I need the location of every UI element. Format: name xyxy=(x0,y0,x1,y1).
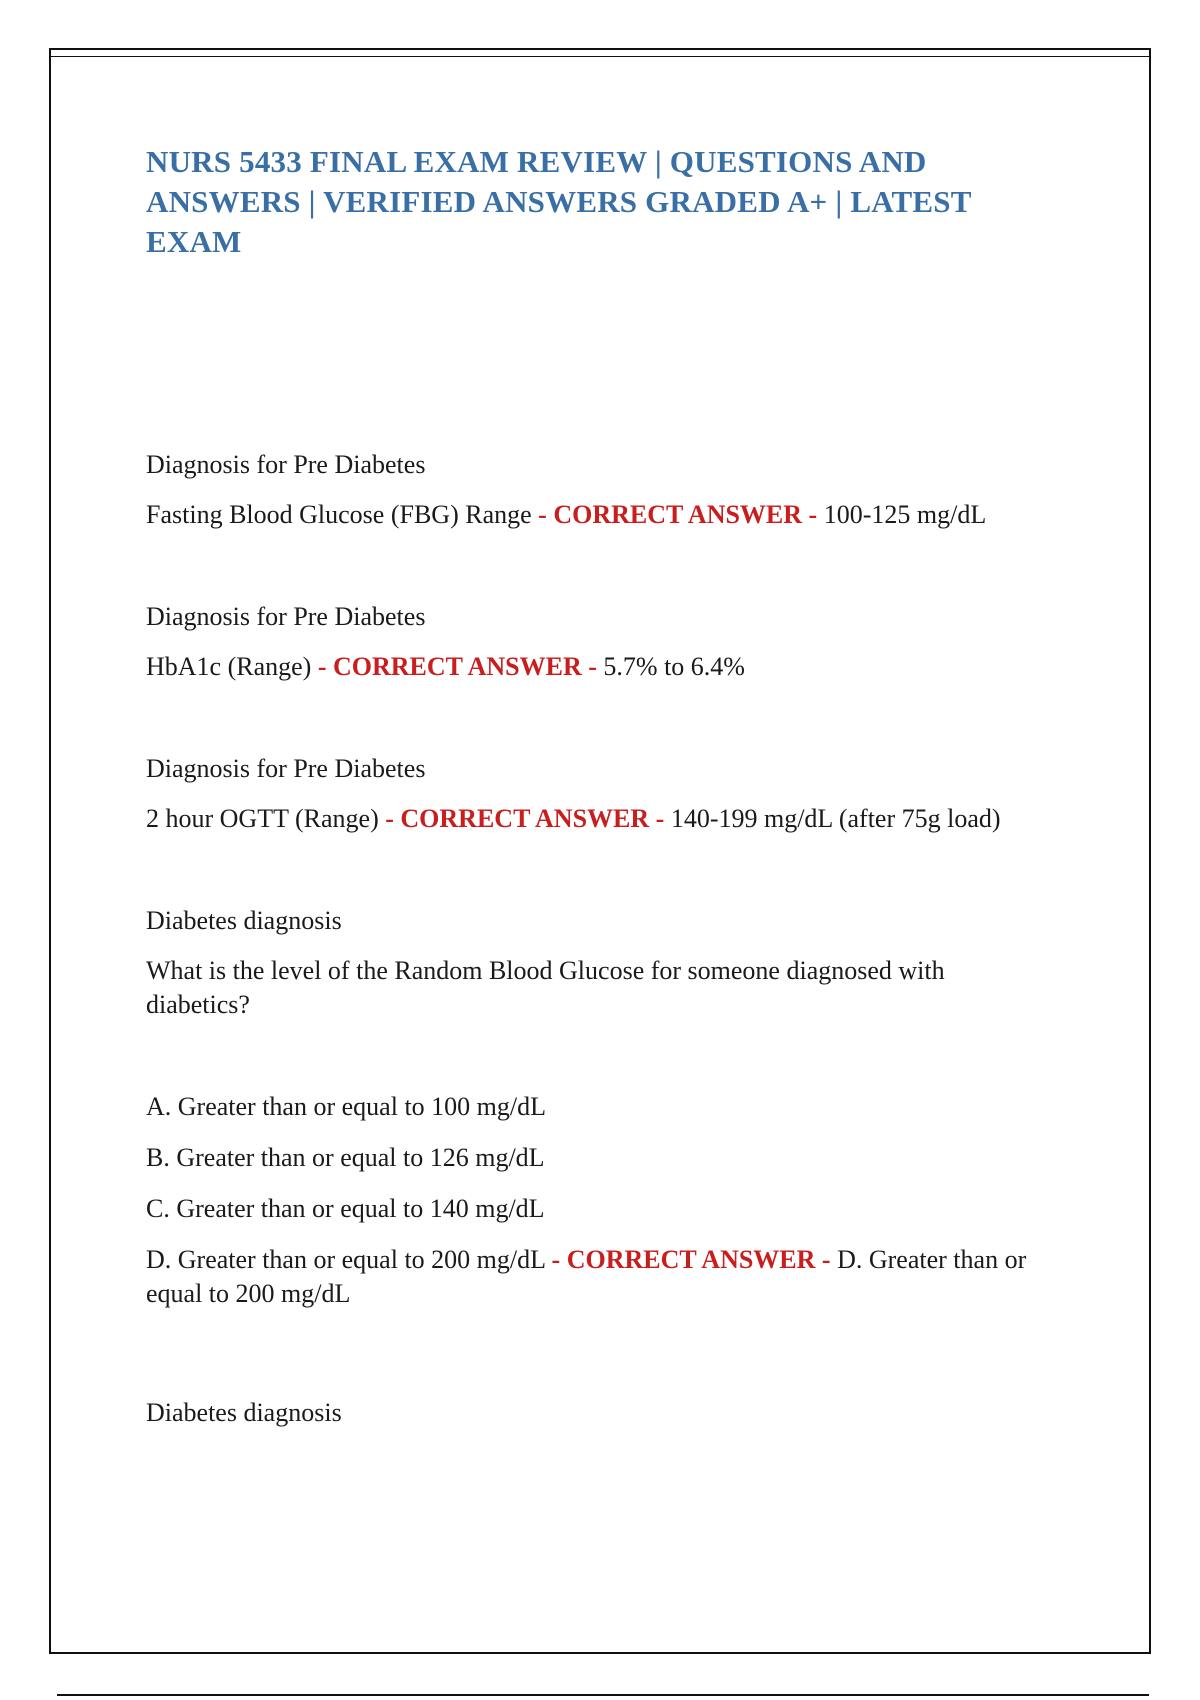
question-topic: Diagnosis for Pre Diabetes xyxy=(146,602,426,631)
spacer xyxy=(146,1328,1046,1396)
answer-option-d-text: D. Greater than or equal to 200 mg/dL xyxy=(146,1245,546,1274)
footer-rule xyxy=(57,1694,1149,1696)
answer-option-d xyxy=(146,1243,1046,1311)
answer-text: 100-125 mg/dL xyxy=(823,500,987,529)
qa-item xyxy=(146,1396,1046,1430)
correct-answer-label: - CORRECT ANSWER - xyxy=(385,804,665,833)
page-border-inner-rule xyxy=(49,56,1151,57)
answer-option-b: B. Greater than or equal to 126 mg/dL xyxy=(146,1143,545,1172)
correct-answer-label: - CORRECT ANSWER - xyxy=(317,652,597,681)
answer-text: 5.7% to 6.4% xyxy=(603,652,745,681)
spacer xyxy=(146,684,1046,752)
spacer xyxy=(146,532,1046,600)
answer-option-a: A. Greater than or equal to 100 mg/dL xyxy=(146,1092,546,1121)
qa-list xyxy=(146,448,1046,1430)
question-topic: Diabetes diagnosis xyxy=(146,1398,342,1427)
question-prompt: What is the level of the Random Blood Glucose for someone diagnosed with diabetics? xyxy=(146,956,945,1019)
qa-item xyxy=(146,752,1046,836)
question-topic: Diagnosis for Pre Diabetes xyxy=(146,450,426,479)
question-prompt: HbA1c (Range) xyxy=(146,652,312,681)
document-title: NURS 5433 FINAL EXAM REVIEW | QUESTIONS AND ANSWERS | VERIFIED ANSWERS GRADED A+ | LATEST EXAM xyxy=(146,144,972,259)
question-line xyxy=(146,802,1046,836)
question-topic: Diagnosis for Pre Diabetes xyxy=(146,754,426,783)
qa-item xyxy=(146,448,1046,532)
question-line xyxy=(146,498,1046,532)
answer-text: D. Greater than or equal to 200 mg/dL xyxy=(146,1245,1027,1308)
question-topic: Diabetes diagnosis xyxy=(146,906,342,935)
document-content xyxy=(146,142,1046,1446)
question-line xyxy=(146,650,1046,684)
answer-options xyxy=(146,1090,1046,1311)
spacer xyxy=(146,836,1046,904)
qa-item xyxy=(146,600,1046,684)
answer-option-c: C. Greater than or equal to 140 mg/dL xyxy=(146,1194,545,1223)
correct-answer-label: - CORRECT ANSWER - xyxy=(538,500,818,529)
qa-item xyxy=(146,904,1046,1311)
question-prompt: Fasting Blood Glucose (FBG) Range xyxy=(146,500,532,529)
question-prompt: 2 hour OGTT (Range) xyxy=(146,804,379,833)
correct-answer-label: - CORRECT ANSWER - xyxy=(551,1245,831,1274)
answer-text: 140-199 mg/dL (after 75g load) xyxy=(670,804,1001,833)
